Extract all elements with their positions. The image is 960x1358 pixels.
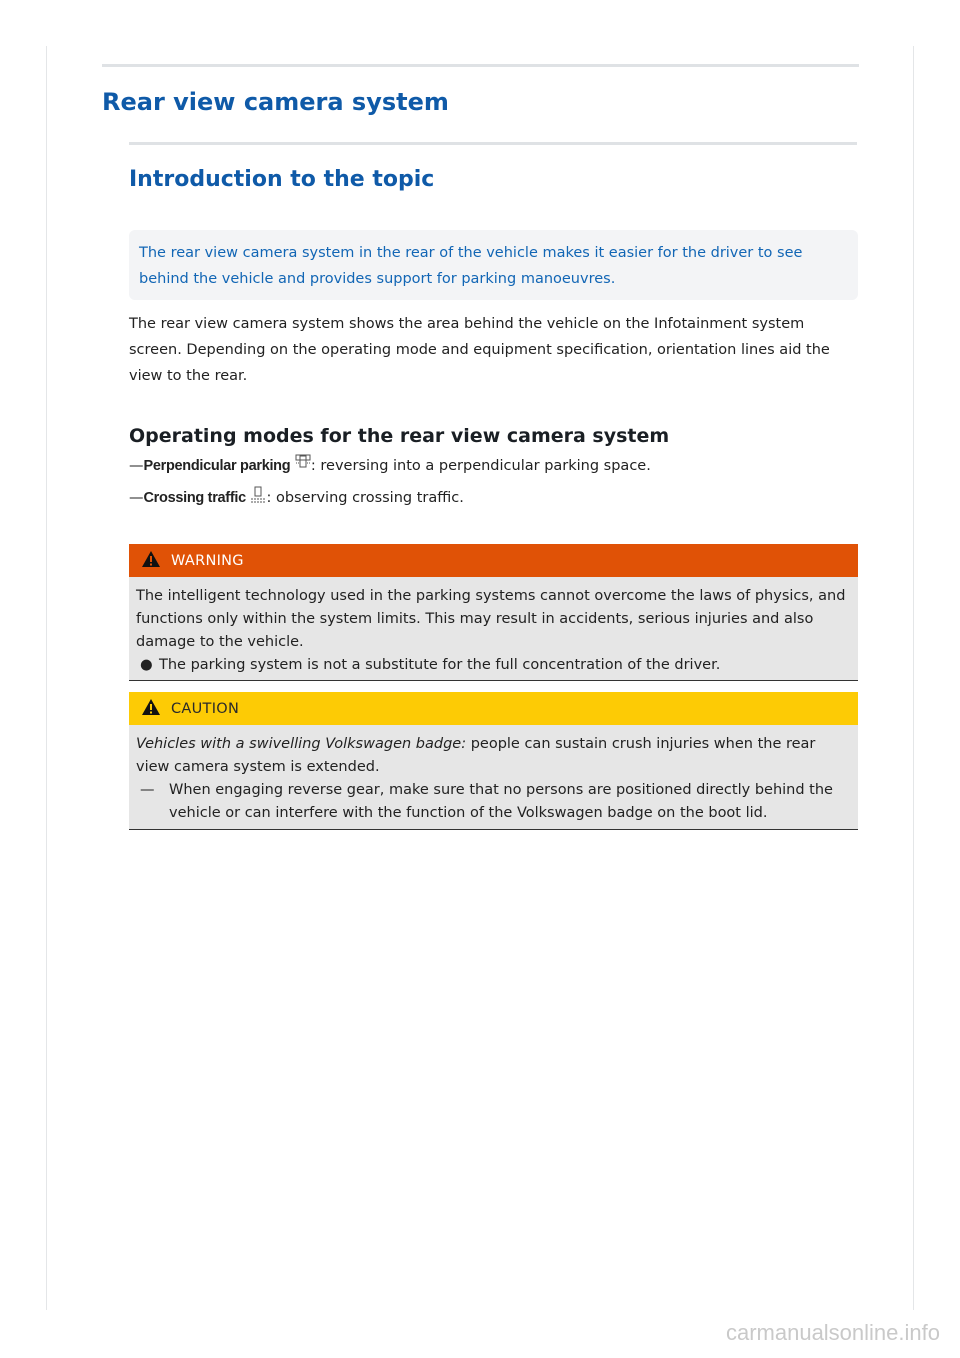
perpendicular-parking-icon: [295, 454, 311, 474]
mode-name: Perpendicular parking: [143, 458, 291, 474]
warning-text: The intelligent technology used in the parking systems cannot overcome the laws of physics, and functions only within the system limits. This may result in accidents, serious injuries and also damage to the vehicle.: [136, 588, 846, 650]
dash-marker: —: [140, 782, 155, 798]
caution-item: [136, 779, 846, 825]
modes-heading: Operating modes for the rear view camera system: [129, 425, 670, 447]
caution-label: CAUTION: [171, 700, 240, 717]
mode-item-crossing-traffic: [129, 490, 464, 508]
page-margin-right: [913, 46, 914, 1310]
watermark: carmanualsonline.info: [725, 1320, 940, 1345]
caution-item-text: When engaging reverse gear, make sure that no persons are positioned directly behind the vehicle or can interfere with the function of the Volkswagen badge on the boot lid.: [169, 782, 833, 821]
warning-header: [129, 544, 858, 577]
caution-body: [129, 725, 858, 825]
page-margin-left: [46, 46, 47, 1310]
mode-description: : reversing into a perpendicular parking space.: [310, 458, 651, 474]
caution-box: [129, 692, 858, 830]
mode-name: Crossing traffic: [143, 490, 246, 506]
warning-box: [129, 544, 858, 681]
warning-triangle-icon: [141, 550, 161, 572]
mode-description: : observing crossing traffic.: [266, 490, 464, 506]
page-title: Rear view camera system: [102, 88, 449, 116]
intro-text: The rear view camera system in the rear of the vehicle makes it easier for the driver to see behind the vehicle and provides support for parking manoeuvres.: [139, 245, 803, 287]
top-divider: [102, 64, 859, 67]
mode-dash: —: [129, 490, 144, 506]
caution-text: [136, 733, 846, 779]
caution-triangle-icon: [141, 698, 161, 720]
caution-italic-lead: Vehicles with a swivelling Volkswagen badge:: [136, 736, 467, 752]
mode-dash: —: [129, 458, 144, 474]
warning-label: WARNING: [171, 552, 244, 569]
caution-header: [129, 692, 858, 725]
section-divider: [129, 142, 857, 145]
intro-summary-box: [129, 230, 858, 300]
crossing-traffic-icon: [250, 486, 266, 508]
warning-bullet-text: The parking system is not a substitute for the full concentration of the driver.: [159, 657, 721, 673]
mode-item-perpendicular: [129, 458, 651, 474]
bullet-marker: ●: [140, 657, 153, 673]
body-paragraph: The rear view camera system shows the area behind the vehicle on the Infotainment system screen. Depending on the operating mode and equipment specification, orientation lines aid the view to the rear.: [129, 316, 830, 384]
section-title: Introduction to the topic: [129, 167, 435, 192]
warning-body: [129, 577, 858, 677]
caution-text-rest: people can sustain crush injuries when the rear view camera system is extended.: [136, 736, 816, 775]
warning-bullet: [136, 654, 846, 677]
